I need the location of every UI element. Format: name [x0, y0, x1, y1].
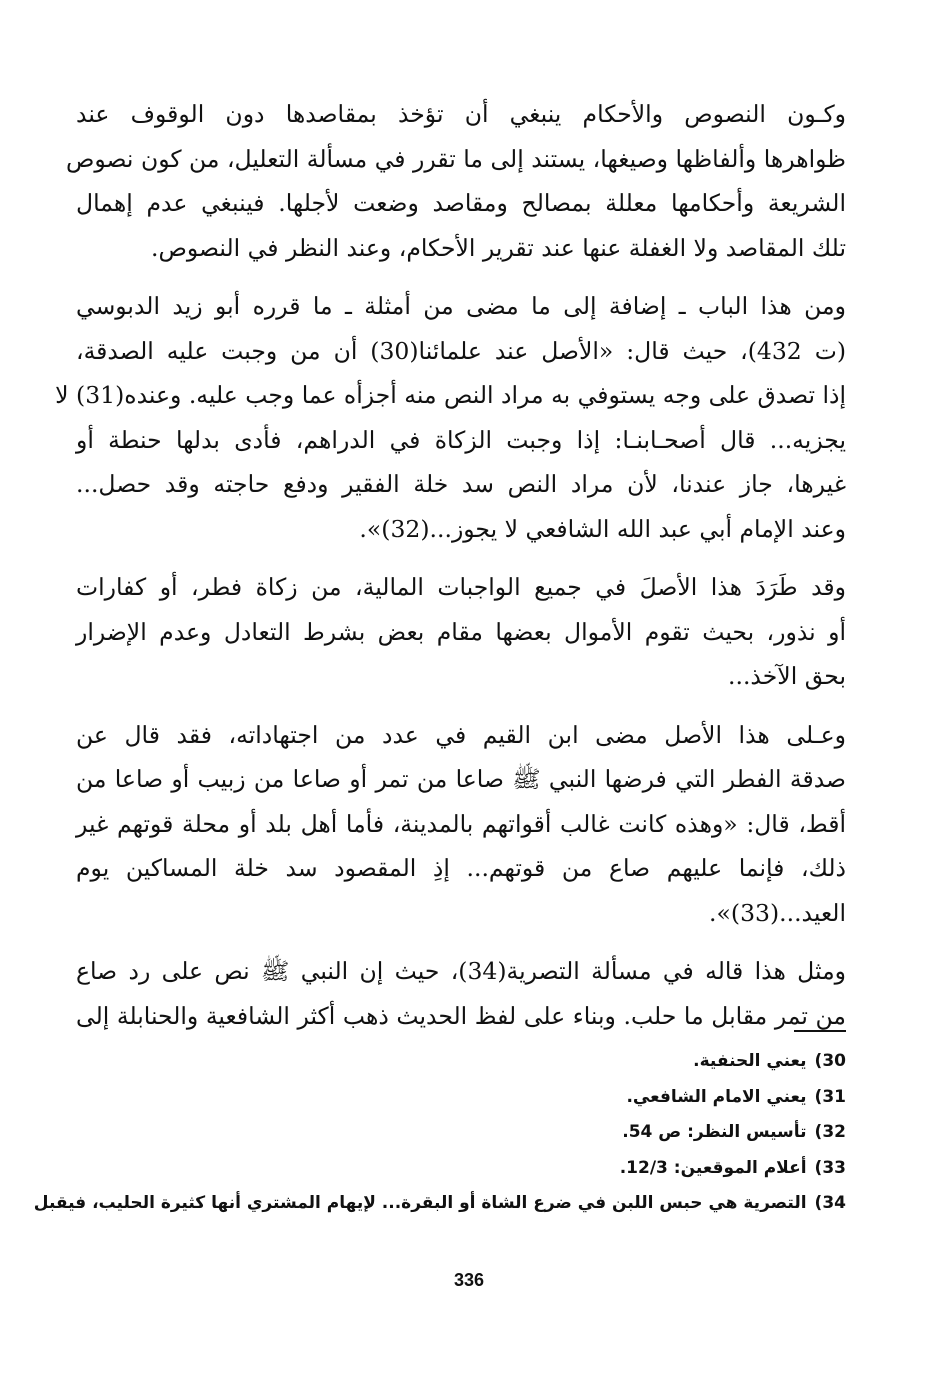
- text-line: ذلك، فإنما عليهم صاع من قوتهم... إذِ المقصود سد خلة المساكين يوم: [76, 854, 846, 882]
- footnote-text: يعني الحنفية.: [693, 1051, 807, 1071]
- footnote-number: 33): [814, 1157, 846, 1178]
- footnote-31: [76, 1080, 846, 1116]
- text-line: أو نذور، بحيث تقوم الأموال بعضها مقام بعض بشرط التعادل وعدم الإضرار: [76, 617, 846, 646]
- text-line: (ت 432)، حيث قال: «الأصل عند علمائنا(30) أن من وجبت عليه الصدقة،: [76, 336, 846, 365]
- footnote-number: 32): [814, 1122, 846, 1142]
- footnote-number: 34): [814, 1193, 846, 1213]
- text-line: صدقة الفطر التي فرضها النبي ﷺ صاعا من تمر أو صاعا من زبيب أو صاعا من: [76, 765, 846, 793]
- text-line: إذا تصدق على وجه يستوفي به مراد النص منه أجزأه عما وجب عليه. وعنده(31) لا: [55, 381, 846, 409]
- text-line: الشريعة وأحكامها معللة بمصالح ومقاصد وضعت لأجلها. فينبغي عدم إهمال: [76, 189, 846, 217]
- footnotes: [33, 1044, 846, 1222]
- footnote-text: يعني الامام الشافعي.: [626, 1086, 807, 1107]
- footnote-32: [76, 1115, 846, 1151]
- footnote-text: أعلام الموقعين: 12/3.: [619, 1157, 807, 1178]
- text-line: وقد طَرَدَ هذا الأصلَ في جميع الواجبات المالية، من زكاة فطر، أو كفارات: [76, 573, 846, 601]
- paragraph-1: [66, 92, 846, 270]
- text-line: من تمر مقابل ما حلب. وبناء على لفظ الحديث ذهب أكثر الشافعية والحنابلة إلى: [76, 1001, 846, 1030]
- footnote-text: تأسيس النظر: ص 54.: [622, 1122, 807, 1142]
- text-line: وكـون النصوص والأحكام ينبغي أن تؤخذ بمقاصدها دون الوقوف عند: [76, 100, 846, 128]
- text-line: وعـلى هذا الأصل مضى ابن القيم في عدد من اجتهاداته، فقد قال عن: [76, 720, 846, 749]
- text-line: ومثل هذا قاله في مسألة التصرية(34)، حيث إن النبي ﷺ نص على رد صاع: [76, 957, 847, 985]
- text-line: ومن هذا الباب ـ إضافة إلى ما مضى من أمثلة ـ ما قرره أبو زيد الدبوسي: [76, 292, 846, 320]
- footnote-30: [76, 1044, 846, 1080]
- paragraph-3: [76, 565, 846, 699]
- text-line: ظواهرها وألفاظها وصيغها، يستند إلى ما تقرر في مسألة التعليل، من كون نصوص: [66, 144, 846, 173]
- paragraph-5: [76, 949, 846, 1038]
- page-number: 336: [453, 1270, 485, 1290]
- main-text: [55, 92, 847, 1052]
- text-line: العيد...(33)».: [709, 898, 846, 927]
- footnote-number: 30): [814, 1051, 846, 1071]
- footnote-34: [33, 1186, 846, 1222]
- footnote-number: 31): [814, 1086, 846, 1107]
- text-line: وعند الإمام أبي عبد الله الشافعي لا يجوز...(32)».: [359, 514, 846, 543]
- text-line: غيرها، جاز عندنا، لأن مراد النص سد خلة الفقير ودفع حاجته وقد حصل...: [76, 470, 846, 498]
- text-line: بحق الآخذ...: [728, 662, 846, 690]
- footnote-text: التصرية هي حبس اللبن في ضرع الشاة أو البقرة... لإيهام المشتري أنها كثيرة الحليب، فيقبل: [33, 1193, 807, 1213]
- footnote-divider: [794, 1030, 846, 1032]
- paragraph-2: [55, 284, 846, 551]
- footnote-33: [76, 1151, 846, 1187]
- text-line: تلك المقاصد ولا الغفلة عنها عند تقرير الأحكام، وعند النظر في النصوص.: [151, 233, 846, 262]
- paragraph-4: [76, 713, 846, 936]
- text-line: أقط، قال: «وهذه كانت غالب أقواتهم بالمدينة، فأما أهل بلد أو محلة قوتهم غير: [76, 809, 846, 838]
- text-line: يجزيه... قال أصحـابنـا: إذا وجبت الزكاة في الدراهم، فأدى بدلها حنطة أو: [76, 425, 846, 454]
